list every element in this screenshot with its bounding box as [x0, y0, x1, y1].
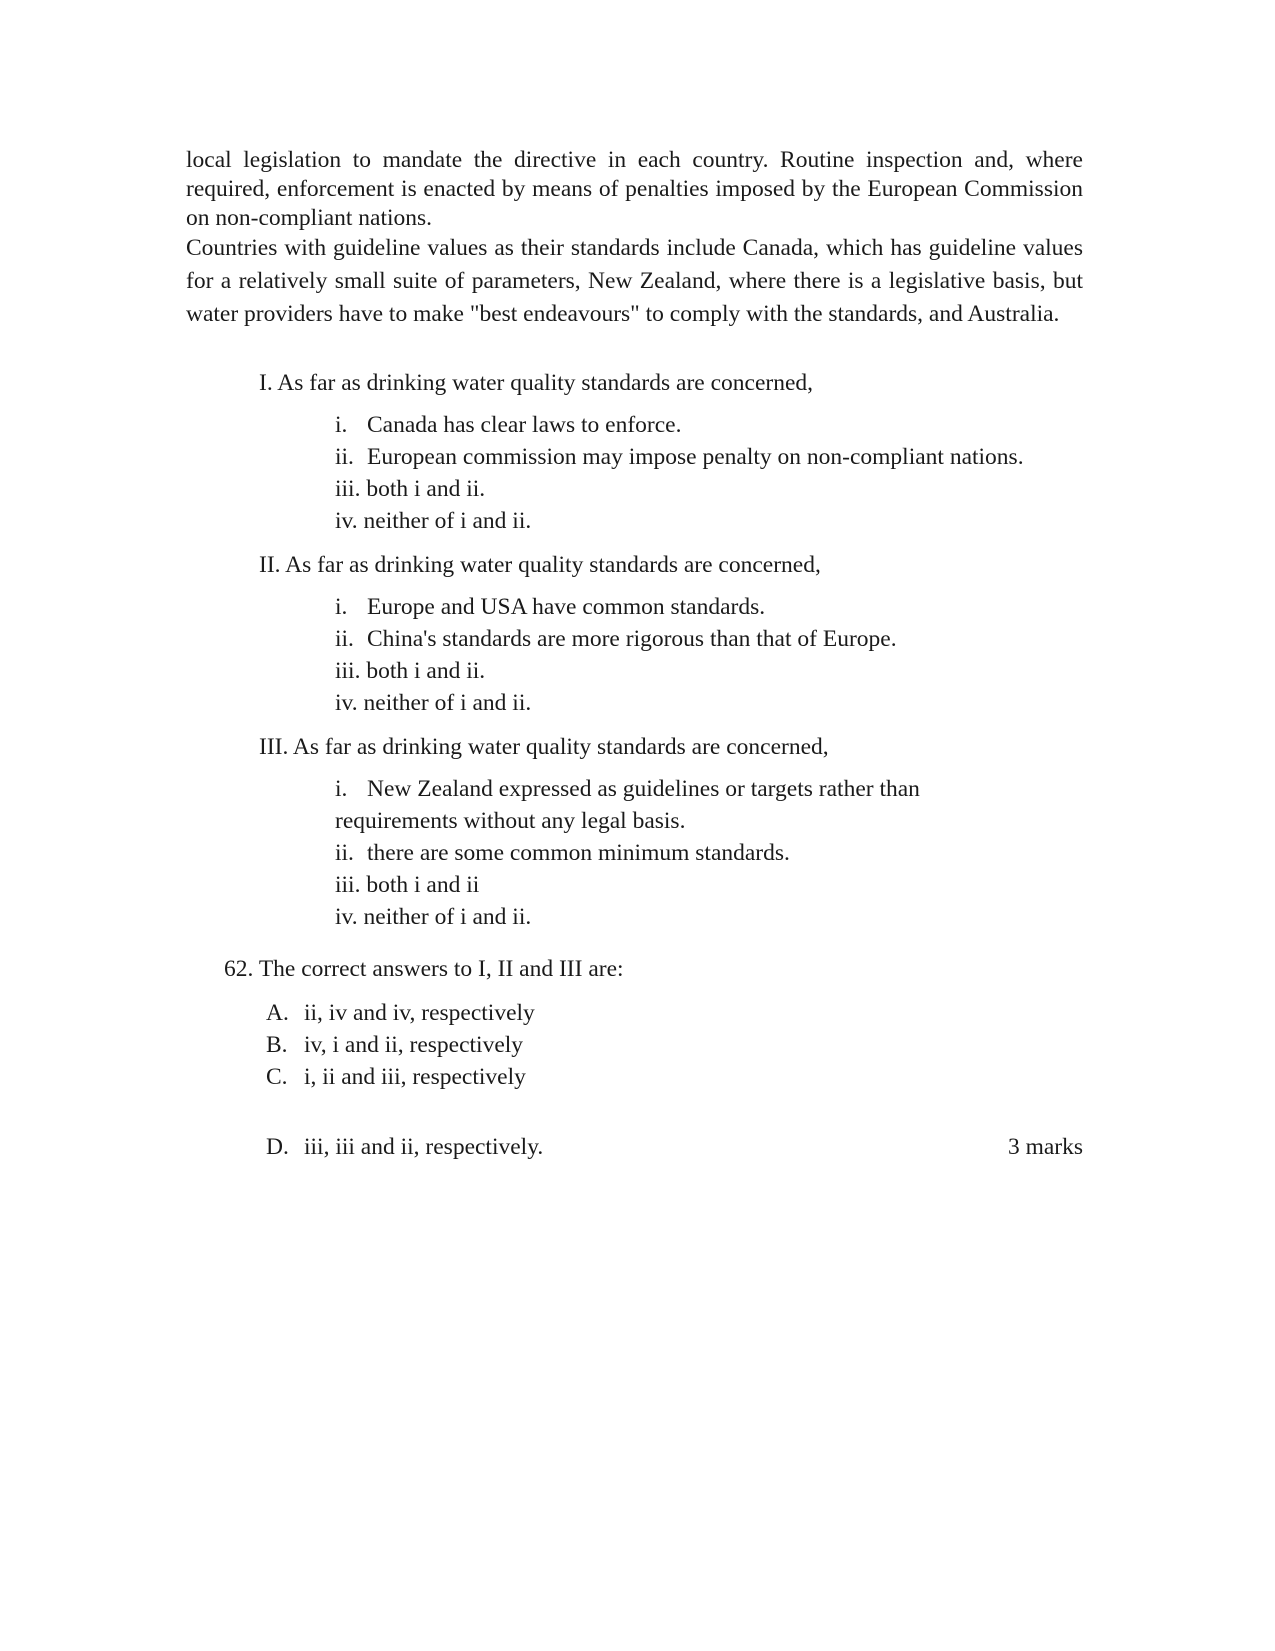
- option-text: China's standards are more rigorous than that of Europe.: [367, 626, 897, 652]
- statement-2-option-iii: [335, 656, 485, 686]
- option-number: i.: [335, 594, 348, 620]
- option-number: iii.: [335, 658, 361, 684]
- statement-3-option-ii: [335, 838, 790, 868]
- option-text: both i and ii.: [366, 658, 486, 684]
- answer-option-b: [266, 1030, 523, 1060]
- option-text: neither of i and ii.: [363, 904, 532, 930]
- answer-option-a: [266, 998, 535, 1028]
- answer-text: i, ii and iii, respectively: [304, 1064, 526, 1090]
- answer-option-d: [266, 1132, 543, 1162]
- option-text: New Zealand expressed as guidelines or targets rather than: [367, 776, 920, 802]
- option-text: both i and ii.: [366, 476, 486, 502]
- statement-2-option-iv: [335, 688, 531, 718]
- answer-label: C.: [266, 1064, 288, 1090]
- option-text: European commission may impose penalty on non-compliant nations.: [367, 444, 1024, 470]
- option-number: iv.: [335, 508, 358, 534]
- option-number: i.: [335, 776, 348, 802]
- statement-1-option-iv: [335, 506, 531, 536]
- statement-2-heading: II. As far as drinking water quality standards are concerned,: [259, 552, 821, 578]
- statement-1-option-ii: [335, 442, 1024, 472]
- option-text: Canada has clear laws to enforce.: [367, 412, 682, 438]
- answer-option-c: [266, 1062, 526, 1092]
- option-text: neither of i and ii.: [363, 508, 532, 534]
- statement-3-option-i: [335, 774, 920, 804]
- answer-text: iv, i and ii, respectively: [304, 1032, 524, 1058]
- passage-paragraph-1: local legislation to mandate the directive in each country. Routine inspection and, where required, enforcement is enacted by means of penalties imposed by the European Commission on non-compliant nations.: [186, 147, 1083, 231]
- question-62-text: 62. The correct answers to I, II and III are:: [224, 956, 624, 982]
- option-text: there are some common minimum standards.: [367, 840, 790, 866]
- answer-text: iii, iii and ii, respectively.: [304, 1134, 544, 1160]
- passage-paragraph-2: Countries with guideline values as their standards include Canada, which has guideline values for a relatively small suite of parameters, New Zealand, where there is a legislative basis, but water providers have to make "best endeavours" to comply with the standards, and Australia.: [186, 235, 1083, 327]
- answer-label: A.: [266, 1000, 289, 1026]
- statement-3-heading: III. As far as drinking water quality standards are concerned,: [259, 734, 829, 760]
- option-number: i.: [335, 412, 348, 438]
- statement-3-option-iii: [335, 870, 479, 900]
- option-number: iii.: [335, 872, 361, 898]
- statement-2-option-ii: [335, 624, 897, 654]
- option-text: Europe and USA have common standards.: [367, 594, 766, 620]
- statement-3-option-i-continuation: requirements without any legal basis.: [335, 808, 686, 834]
- statement-1-heading: I. As far as drinking water quality standards are concerned,: [259, 370, 814, 396]
- option-number: ii.: [335, 626, 354, 652]
- answer-label: B.: [266, 1032, 288, 1058]
- option-number: iv.: [335, 690, 358, 716]
- statement-3-option-iv: [335, 902, 531, 932]
- option-number: iv.: [335, 904, 358, 930]
- option-text: both i and ii: [366, 872, 480, 898]
- option-number: iii.: [335, 476, 361, 502]
- option-text: neither of i and ii.: [363, 690, 532, 716]
- statement-1-option-iii: [335, 474, 485, 504]
- statement-1-option-i: [335, 410, 682, 440]
- marks-label: 3 marks: [1007, 1134, 1083, 1160]
- answer-label: D.: [266, 1134, 289, 1160]
- statement-2-option-i: [335, 592, 765, 622]
- answer-text: ii, iv and iv, respectively: [304, 1000, 535, 1026]
- option-number: ii.: [335, 444, 354, 470]
- option-number: ii.: [335, 840, 354, 866]
